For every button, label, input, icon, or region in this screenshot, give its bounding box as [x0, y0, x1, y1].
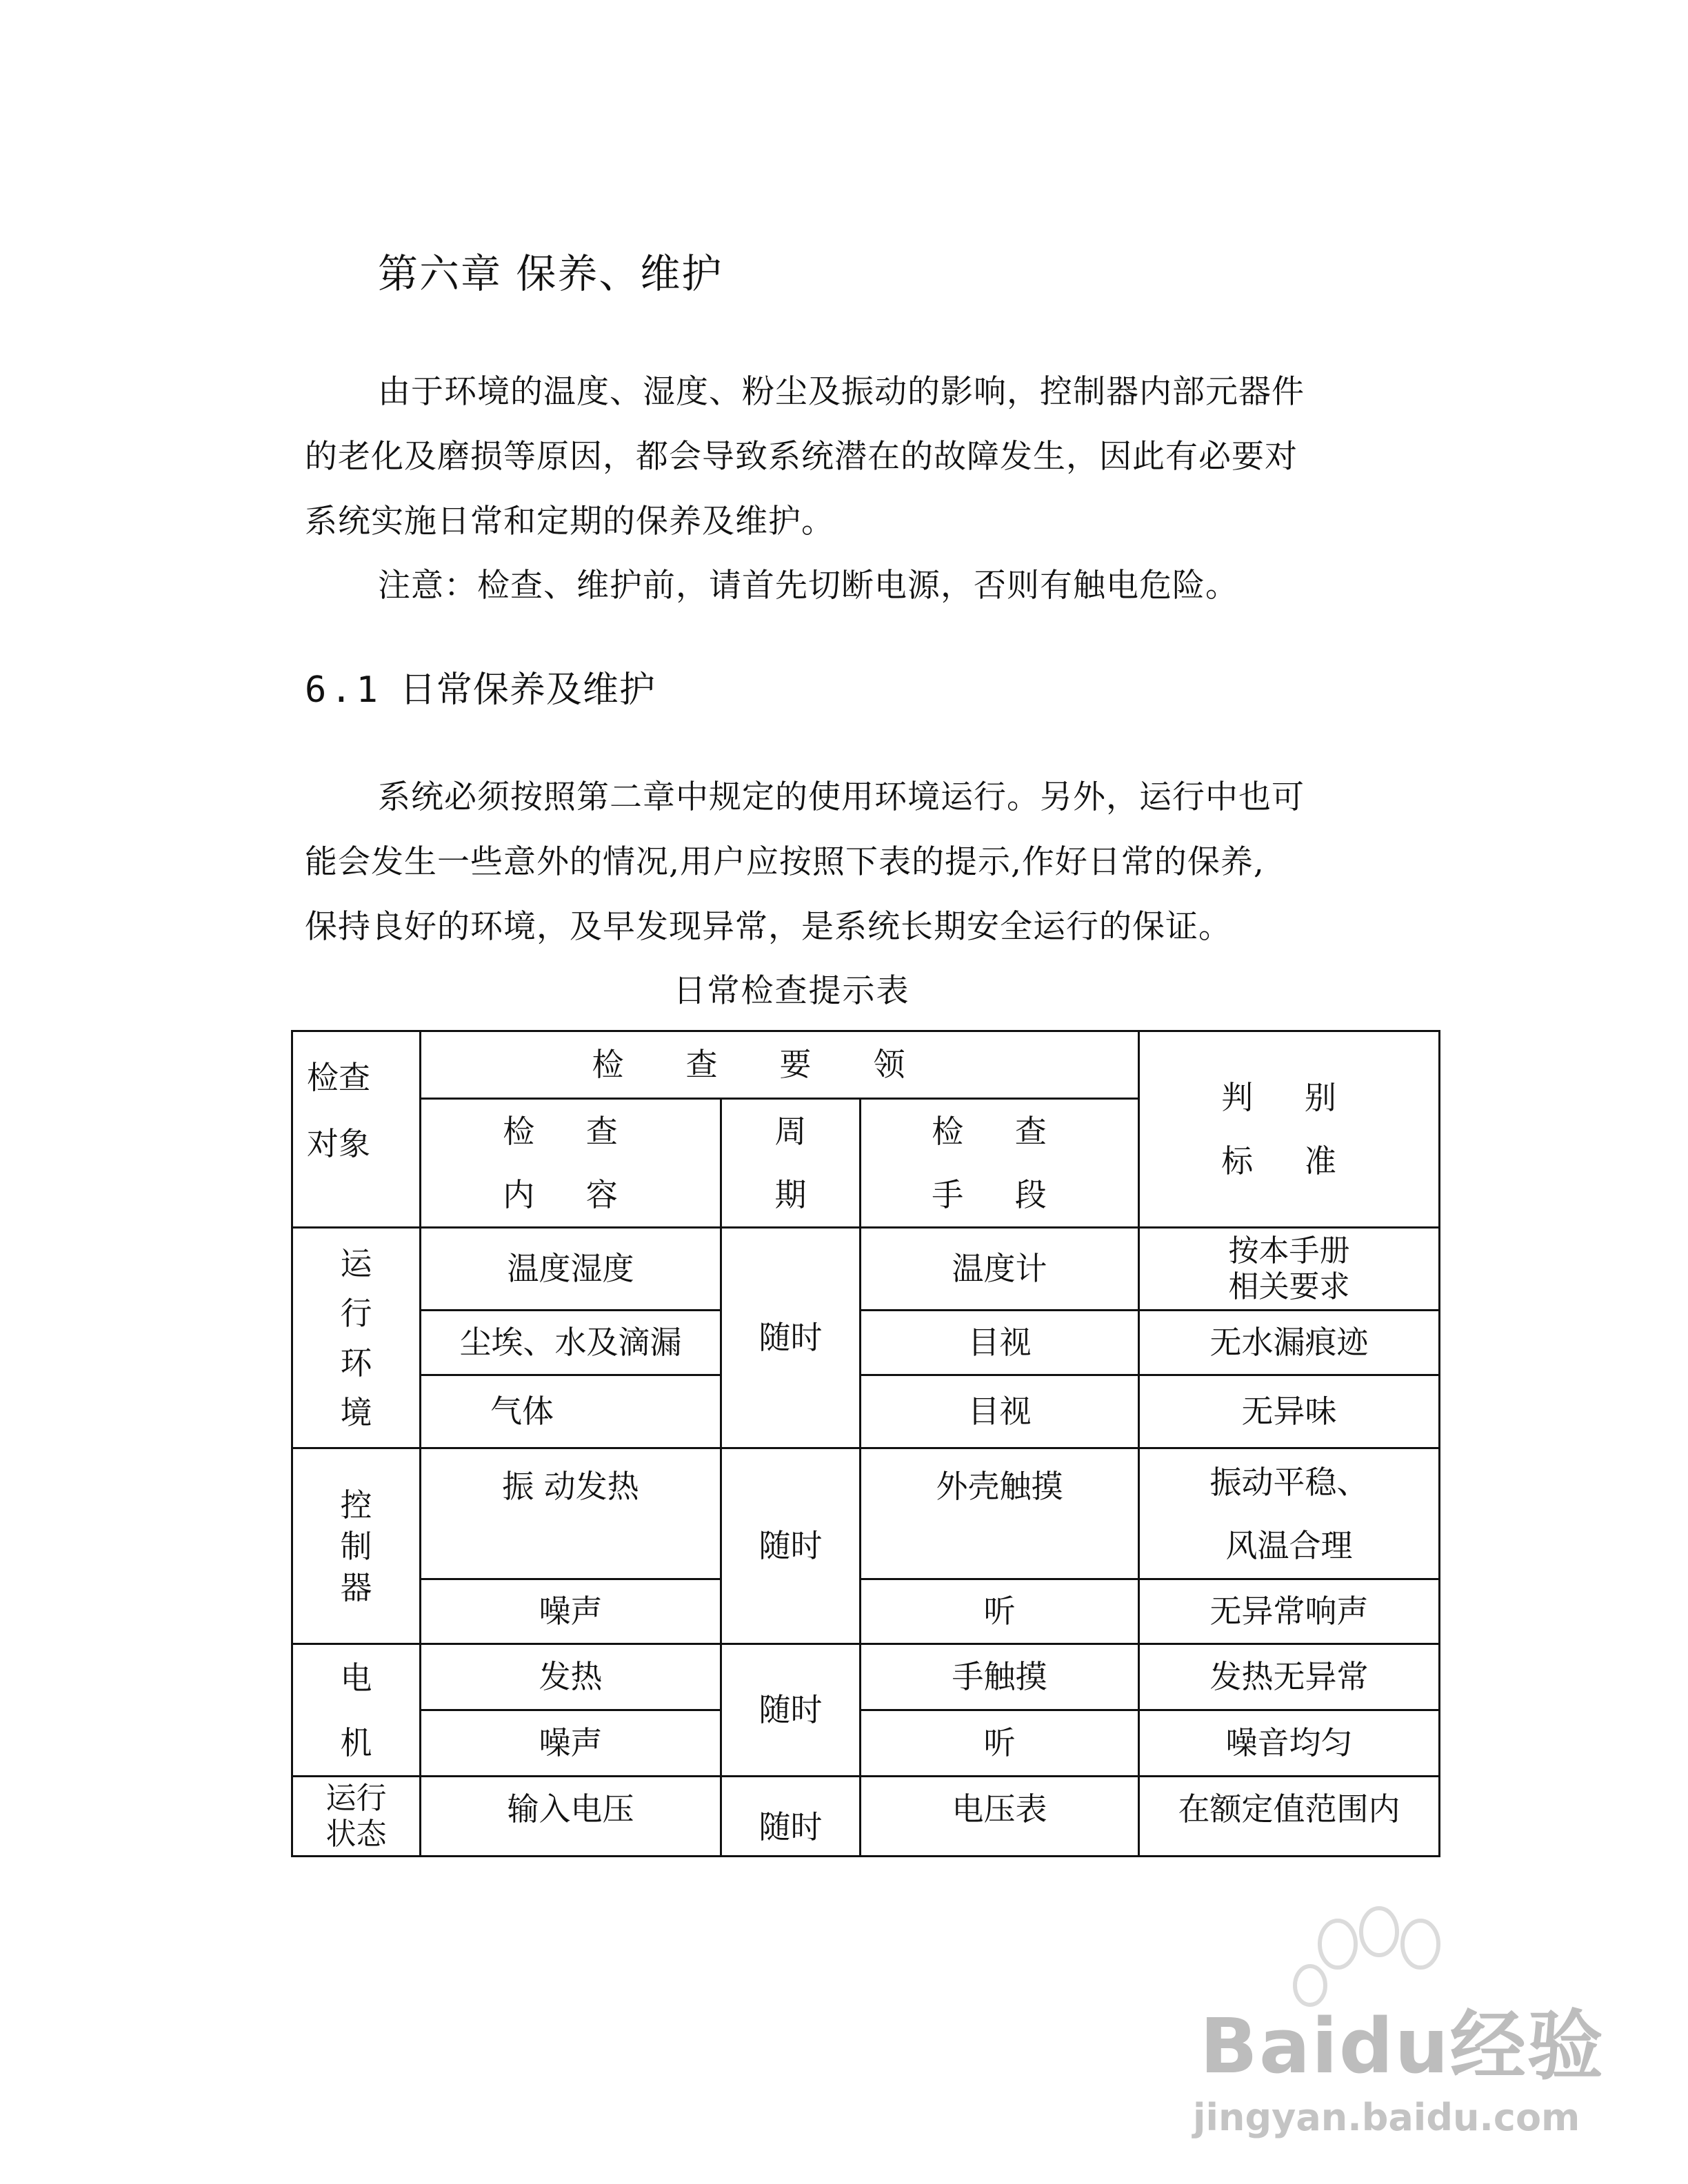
cell-method: 目视 — [861, 1311, 1139, 1375]
cell-method: 外壳触摸 — [861, 1448, 1139, 1579]
header-content: 检 查 内 容 — [421, 1099, 721, 1228]
table-row — [292, 1579, 1440, 1644]
cell-criteria: 无异常响声 — [1139, 1579, 1440, 1644]
table-caption: 日常检查提示表 — [673, 972, 910, 1010]
section-paragraph — [305, 765, 1380, 960]
cell-method: 听 — [861, 1579, 1139, 1644]
table-row — [292, 1644, 1440, 1710]
cell-content: 发热 — [421, 1644, 721, 1710]
table-row — [292, 1311, 1440, 1375]
header-method: 检 查 手 段 — [861, 1099, 1139, 1228]
section-number: 6.1 — [305, 669, 382, 711]
cell-criteria: 噪音均匀 — [1139, 1710, 1440, 1777]
cell-method: 目视 — [861, 1375, 1139, 1448]
cell-criteria: 按本手册 相关要求 — [1139, 1228, 1440, 1311]
cell-content: 输入电压 — [421, 1777, 721, 1857]
cell-method: 听 — [861, 1710, 1139, 1777]
cell-content: 温度湿度 — [421, 1228, 721, 1311]
cell-criteria: 发热无异常 — [1139, 1644, 1440, 1710]
cell-content: 噪声 — [421, 1710, 721, 1777]
cell-content: 气体 — [421, 1375, 721, 1448]
intro-line-3: 系统实施日常和定期的保养及维护。 — [305, 503, 834, 540]
table-row — [292, 1777, 1440, 1857]
cell-period: 随时 — [721, 1228, 861, 1448]
group-label-controller: 控 制 器 — [292, 1448, 421, 1644]
section-line-1: 系统必须按照第二章中规定的使用环境运行。另外，运行中也可 — [378, 778, 1305, 816]
table-row — [292, 1375, 1440, 1448]
group-label-motor: 电 机 — [292, 1644, 421, 1777]
section-title-text: 日常保养及维护 — [399, 669, 656, 711]
cell-method: 温度计 — [861, 1228, 1139, 1311]
watermark-brand: Baidu经验 — [1200, 2002, 1605, 2090]
daily-inspection-table — [291, 1030, 1438, 1857]
group-label-environment: 运 行 环 境 — [292, 1228, 421, 1448]
section-title — [305, 660, 656, 712]
cell-content: 噪声 — [421, 1579, 721, 1644]
table-row — [292, 1448, 1440, 1579]
cell-content: 振 动发热 — [421, 1448, 721, 1579]
cell-method: 手触摸 — [861, 1644, 1139, 1710]
table-row — [292, 1228, 1440, 1311]
group-label-status: 运行 状态 — [292, 1777, 421, 1857]
cell-criteria: 在额定值范围内 — [1139, 1777, 1440, 1857]
safety-notice: 注意：检查、维护前，请首先切断电源，否则有触电危险。 — [378, 567, 1238, 605]
watermark-url: jingyan.baidu.com — [1193, 2096, 1580, 2139]
header-inspection-points: 检查要领 — [421, 1031, 1139, 1099]
section-line-3: 保持良好的环境，及早发现异常，是系统长期安全运行的保证。 — [305, 908, 1232, 946]
chapter-title: 第六章 保养、维护 — [378, 250, 723, 297]
cell-criteria: 无异味 — [1139, 1375, 1440, 1448]
cell-period: 随时 — [721, 1644, 861, 1777]
intro-line-2: 的老化及磨损等原因，都会导致系统潜在的故障发生，因此有必要对 — [305, 438, 1298, 476]
intro-paragraph — [305, 360, 1380, 554]
table-row — [292, 1710, 1440, 1777]
cell-criteria: 无水漏痕迹 — [1139, 1311, 1440, 1375]
header-period: 周 期 — [721, 1099, 861, 1228]
cell-content: 尘埃、水及滴漏 — [421, 1311, 721, 1375]
cell-criteria: 振动平稳、 风温合理 — [1139, 1448, 1440, 1579]
section-line-2: 能会发生一些意外的情况,用户应按照下表的提示,作好日常的保养, — [305, 843, 1265, 881]
intro-line-1: 由于环境的温度、湿度、粉尘及振动的影响，控制器内部元器件 — [378, 373, 1305, 411]
cell-method: 电压表 — [861, 1777, 1139, 1857]
cell-period: 随时 — [721, 1448, 861, 1644]
header-object: 检查 对象 — [292, 1031, 421, 1228]
header-criteria: 判 别 标 准 — [1139, 1031, 1440, 1228]
cell-period: 随时 — [721, 1777, 861, 1857]
